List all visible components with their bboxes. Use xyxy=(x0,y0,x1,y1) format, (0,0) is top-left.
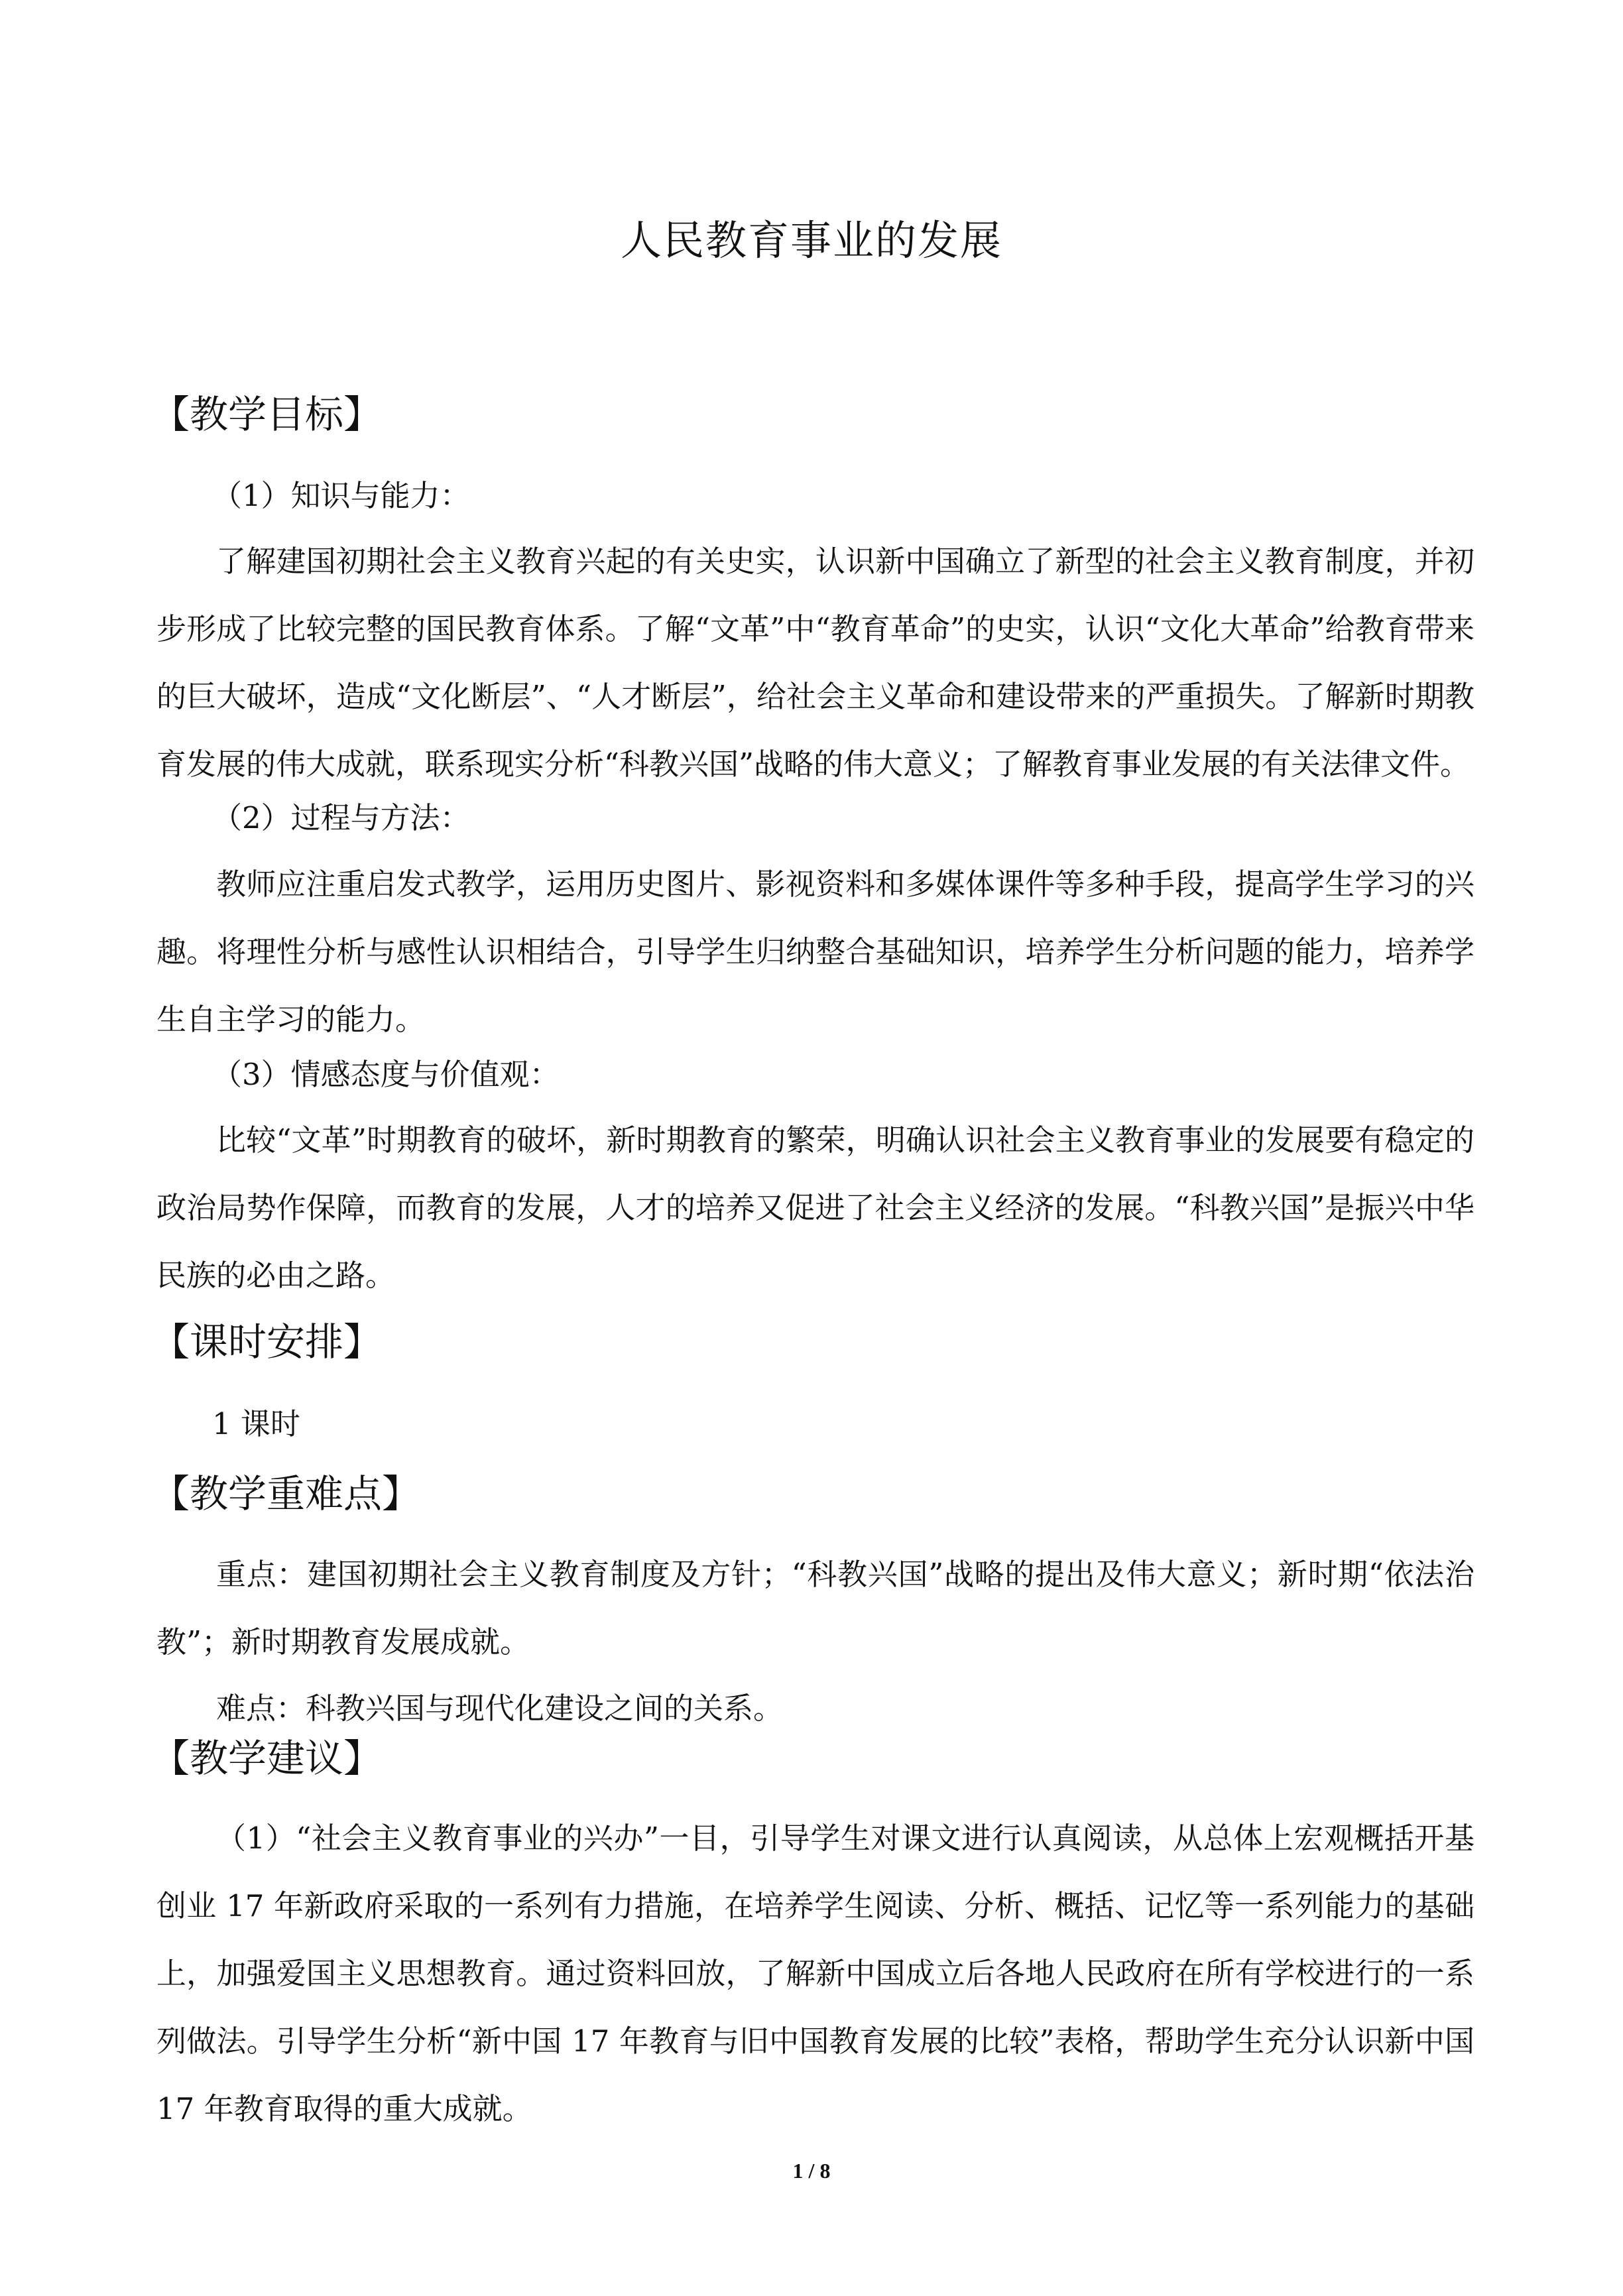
schedule-text: 1 课时 xyxy=(212,1406,300,1441)
document-title: 人民教育事业的发展 xyxy=(620,216,1002,265)
section-heading-key-points: 【教学重难点】 xyxy=(151,1471,421,1516)
suggestions-text-1: （1）“社会主义教育事业的兴办”一目，引导学生对课文进行认真阅读，从总体上宏观概括开基创业 17 年新政府采取的一系列有力措施，在培养学生阅读、分析、概括、记忆等一系列能力的基础上，加强爱国主义思想教育。通过资料回放，了解新中国成立后各地人民政府在所有学校进行的一系列做法。引导学生分析“新中国 17 年教育与旧中国教育发展的比较”表格，帮助学生充分认识新中国 17 年教育取得的重大成就。 xyxy=(156,1821,1474,2126)
objectives-values-text: 比较“文革”时期教育的破坏，新时期教育的繁荣，明确认识社会主义教育事业的发展要有稳定的政治局势作保障，而教育的发展，人才的培养又促进了社会主义经济的发展。“科教兴国”是振兴中华民族的必由之路。 xyxy=(156,1122,1474,1293)
objectives-knowledge-label: （1）知识与能力： xyxy=(212,478,470,513)
section-heading-schedule: 【课时安排】 xyxy=(151,1319,383,1364)
section-heading-suggestions: 【教学建议】 xyxy=(151,1736,383,1781)
page-number: 1 / 8 xyxy=(792,2159,831,2183)
key-points-difficult-text: 难点：科教兴国与现代化建设之间的关系。 xyxy=(216,1691,784,1726)
key-points-key-text: 重点：建国初期社会主义教育制度及方针；“科教兴国”战略的提出及伟大意义；新时期“依法治教”；新时期教育发展成就。 xyxy=(156,1557,1474,1660)
section-heading-objectives: 【教学目标】 xyxy=(151,392,383,437)
objectives-knowledge-text: 了解建国初期社会主义教育兴起的有关史实，认识新中国确立了新型的社会主义教育制度，并初步形成了比较完整的国民教育体系。了解“文革”中“教育革命”的史实，认识“文化大革命”给教育带来的巨大破坏，造成“文化断层”、“人才断层”，给社会主义革命和建设带来的严重损失。了解新时期教育发展的伟大成就，联系现实分析“科教兴国”战略的伟大意义；了解教育事业发展的有关法律文件。 xyxy=(156,544,1474,782)
objectives-process-text: 教师应注重启发式教学，运用历史图片、影视资料和多媒体课件等多种手段，提高学生学习的兴趣。将理性分析与感性认识相结合，引导学生归纳整合基础知识，培养学生分析问题的能力，培养学生自主学习的能力。 xyxy=(156,867,1474,1037)
objectives-process-label: （2）过程与方法： xyxy=(212,800,470,835)
objectives-values-label: （3）情感态度与价值观： xyxy=(212,1057,560,1092)
